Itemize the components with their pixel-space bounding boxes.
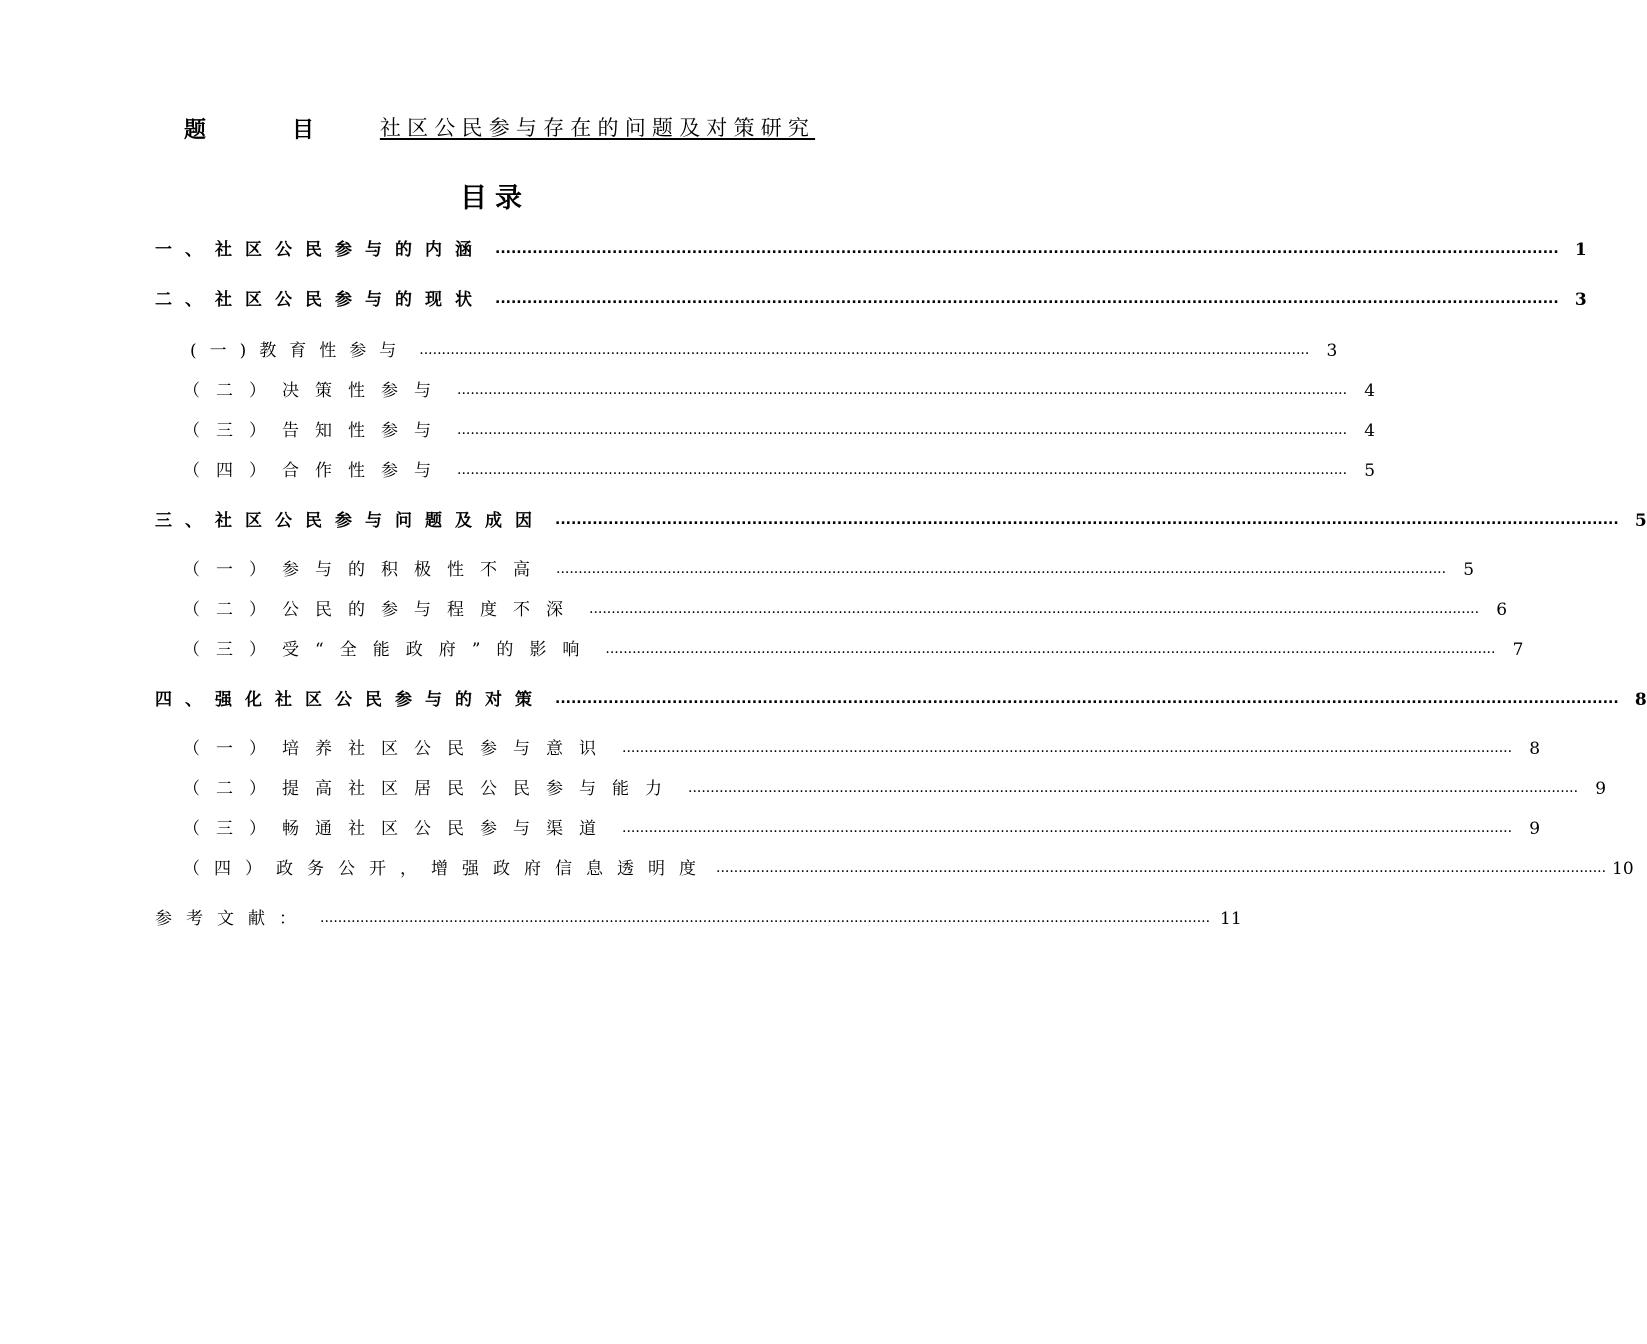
title-label-part1: 题 (184, 118, 207, 143)
toc-entry-page: 3 (1574, 290, 1587, 310)
toc-entry[interactable] (183, 597, 1508, 623)
toc-entry-label: （一）培养社区公民参与意识 (183, 739, 612, 759)
toc-entry-page: 8 (1529, 739, 1541, 759)
toc-entry[interactable] (183, 816, 1541, 842)
toc-entry-page: 10 (1612, 859, 1634, 879)
paper-title-text: 社区公民参与存在的问题及对策研究 (379, 116, 816, 140)
toc-leader-dots: ........................................................................................................................................................................................................ (688, 780, 1579, 796)
toc-entry-label: （二）提高社区居民公民参与能力 (183, 779, 678, 799)
toc-entry[interactable] (155, 237, 1587, 263)
toc-entry-page: 5 (1634, 511, 1647, 531)
title-label-part2: 目 (292, 118, 315, 143)
toc-entry[interactable] (183, 637, 1524, 663)
toc-leader-dots: ........................................................................................................................................................................................................ (716, 860, 1607, 876)
toc-entry-page: 4 (1364, 381, 1376, 401)
toc-entry-label: （二）决策性参与 (183, 381, 447, 401)
toc-leader-dots: ........................................................................................................................................................................................................ (419, 342, 1310, 358)
toc-entry-label: 二、社区公民参与的现状 (155, 290, 485, 310)
toc-leader-dots: ........................................................................................................................................................................................................ (495, 291, 1559, 307)
toc-entry-page: 5 (1364, 461, 1376, 481)
toc-entry-page: 4 (1364, 421, 1376, 441)
toc-entry[interactable] (183, 458, 1376, 484)
toc-entry-label: （二）公民的参与程度不深 (183, 600, 579, 620)
toc-entry-label: 四、强化社区公民参与的对策 (155, 690, 545, 710)
toc-leader-dots: ........................................................................................................................................................................................................ (622, 740, 1513, 756)
toc-entry-page: 6 (1496, 600, 1508, 620)
toc-leader-dots: ........................................................................................................................................................................................................ (556, 561, 1447, 577)
toc-entry-page: 8 (1634, 690, 1647, 710)
toc-entry-label: （三）告知性参与 (183, 421, 447, 441)
toc-entry-label: （四）政务公开，增强政府信息透明度 (183, 859, 710, 879)
toc-entry-page: 1 (1574, 240, 1587, 260)
toc-leader-dots: ........................................................................................................................................................................................................ (555, 691, 1619, 707)
toc-leader-dots: ........................................................................................................................................................................................................ (457, 382, 1348, 398)
toc-entry-label: （四）合作性参与 (183, 461, 447, 481)
toc-entry-page: 5 (1463, 560, 1475, 580)
toc-entry-label: （一）参与的积极性不高 (183, 560, 546, 580)
toc-entry[interactable] (183, 557, 1475, 583)
toc-entry-label: (一)教育性参与 (190, 341, 410, 361)
toc-entry[interactable] (183, 736, 1541, 762)
toc-leader-dots: ........................................................................................................................................................................................................ (457, 422, 1348, 438)
toc-entry[interactable] (190, 338, 1338, 364)
toc-leader-dots: ........................................................................................................................................................................................................ (320, 910, 1211, 926)
toc-entry[interactable] (183, 856, 1634, 882)
paper-title (345, 113, 850, 143)
toc-leader-dots: ........................................................................................................................................................................................................ (605, 641, 1496, 657)
toc-entry-references[interactable] (155, 906, 1242, 932)
toc-entry-label: 一、社区公民参与的内涵 (155, 240, 485, 260)
toc-entry[interactable] (155, 687, 1647, 713)
toc-leader-dots: ........................................................................................................................................................................................................ (457, 462, 1348, 478)
toc-leader-dots: ........................................................................................................................................................................................................ (589, 601, 1480, 617)
toc-entry[interactable] (183, 776, 1607, 802)
toc-entry-label: 三、社区公民参与问题及成因 (155, 511, 545, 531)
toc-entry-label: （三）受“全能政府”的影响 (183, 640, 596, 660)
toc-entry[interactable] (183, 378, 1376, 404)
toc-leader-dots: ........................................................................................................................................................................................................ (555, 512, 1619, 528)
toc-entry[interactable] (183, 418, 1376, 444)
toc-entry-page: 7 (1512, 640, 1524, 660)
toc-entry-page: 9 (1595, 779, 1607, 799)
toc-entry[interactable] (155, 508, 1647, 534)
toc-entry-page: 11 (1220, 909, 1242, 929)
toc-entry[interactable] (155, 287, 1587, 313)
toc-leader-dots: ........................................................................................................................................................................................................ (622, 820, 1513, 836)
toc-leader-dots: ........................................................................................................................................................................................................ (495, 241, 1559, 257)
toc-entry-page: 3 (1326, 341, 1338, 361)
toc-entry-label: （三）畅通社区公民参与渠道 (183, 819, 612, 839)
toc-heading: 目录 (460, 183, 530, 214)
toc-entry-page: 9 (1529, 819, 1541, 839)
toc-entry-label: 参考文献： (155, 909, 310, 929)
